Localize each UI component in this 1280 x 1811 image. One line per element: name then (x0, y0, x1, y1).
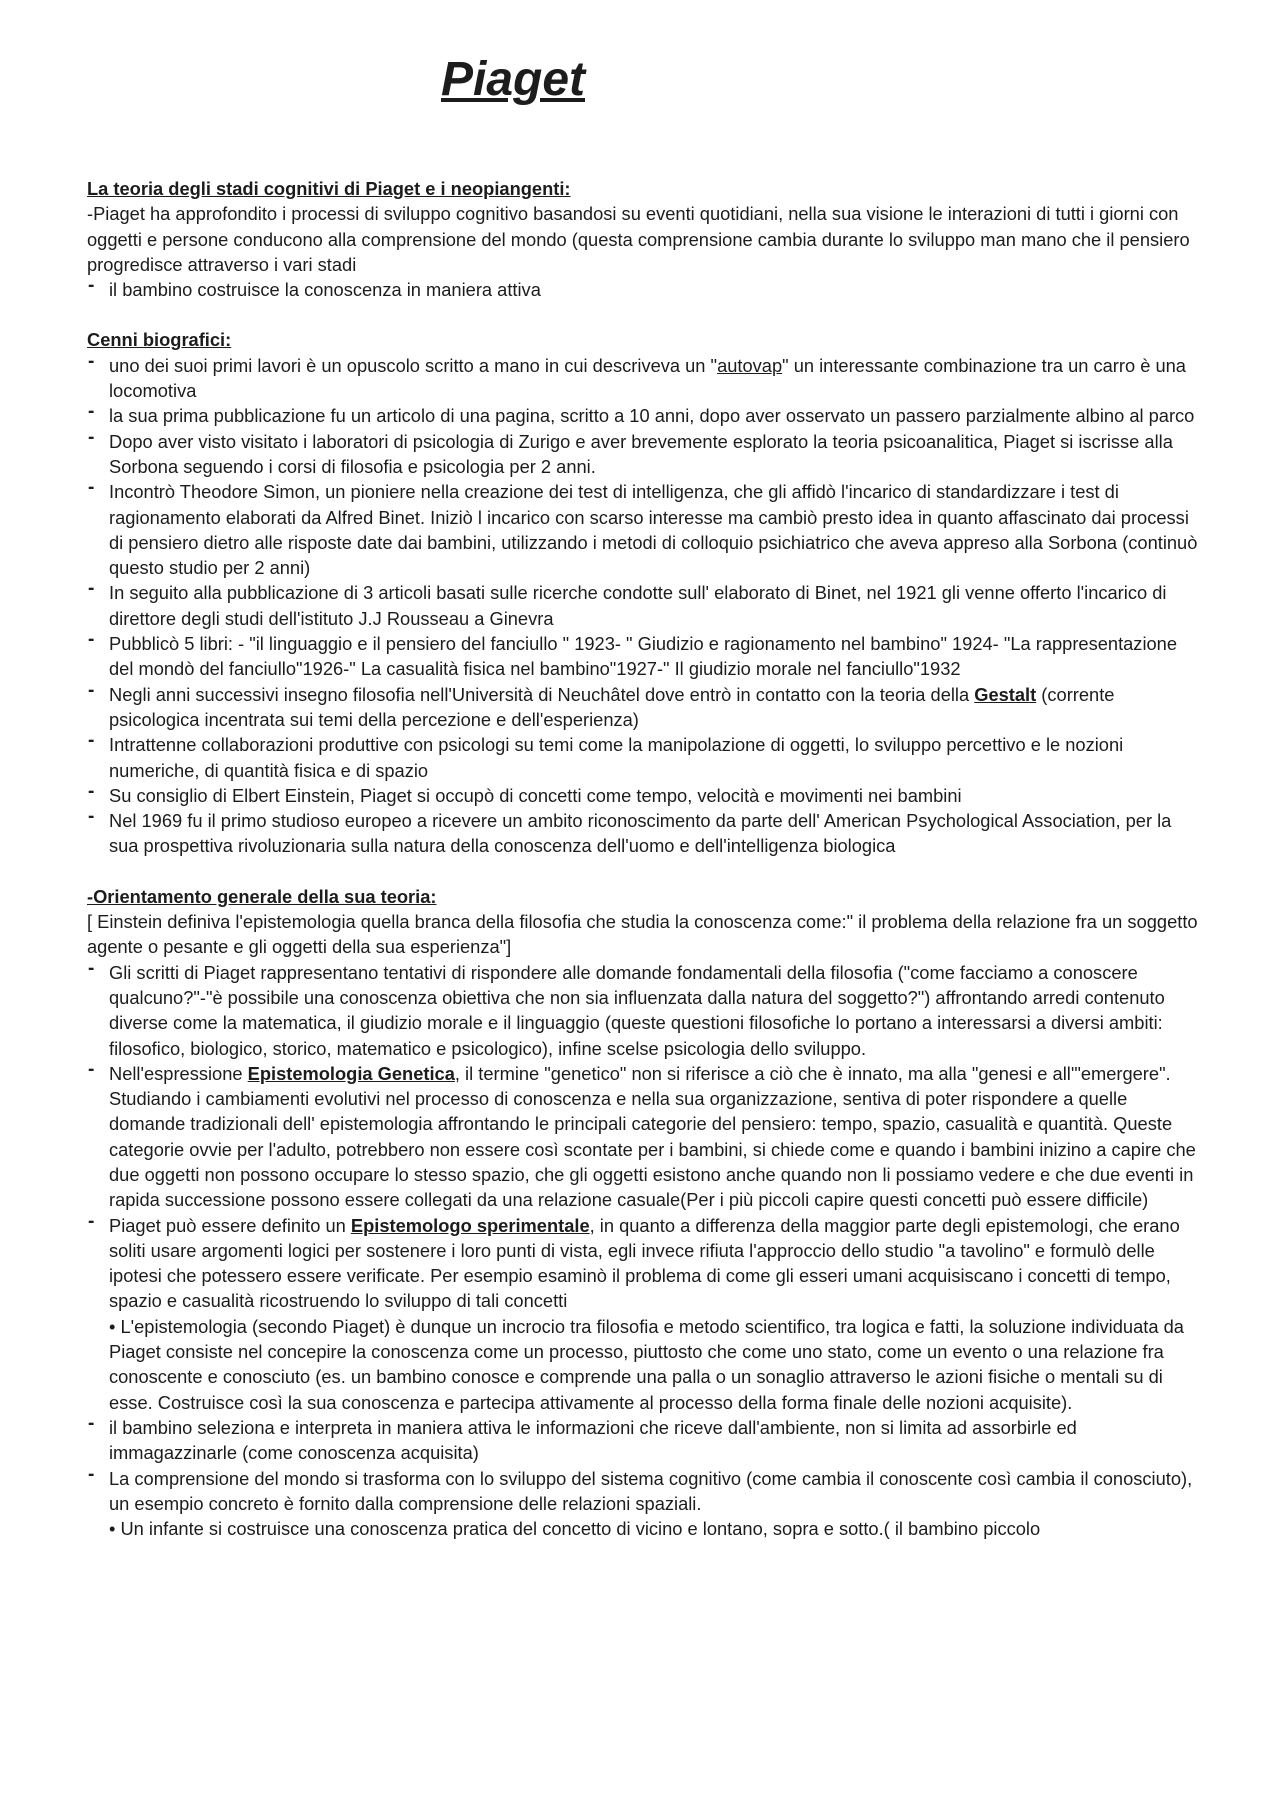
term-epistemologo-sperimentale: Epistemologo sperimentale (350, 1214, 590, 1236)
paragraph-einstein-quote: [ Einstein definiva l'epistemologia quella branca della filosofia che studia la conoscenza come:" il problema della relazione fra un soggetto agente o pesante e gli oggetti della sua esperienza"] (87, 911, 1198, 958)
list-item: - il bambino costruisce la conoscenza in maniera attiva (87, 277, 1199, 302)
sub-bullet: • Un infante si costruisce una conoscenza pratica del concetto di vicino e lontano, sopra e sotto.( il bambino piccolo (109, 1518, 1041, 1540)
list-item: - La comprensione del mondo si trasforma con lo sviluppo del sistema cognitivo (come cambia il conoscente così cambia il conosciuto), un esempio concreto è fornito dalla comprensione delle relazioni spaziali. • Un infante si costruisce una conoscenza pratica del concetto di vicino e lontano, sopra e sotto.( il bambino piccolo (87, 1466, 1199, 1542)
list-item: - Dopo aver visto visitato i laboratori di psicologia di Zurigo e aver brevemente esplorato la teoria psicoanalitica, Piaget si iscrisse alla Sorbona seguendo i corsi di filosofia e psicologia per 2 anni. (87, 429, 1199, 480)
list-item: - Intrattenne collaborazioni produttive con psicologi su temi come la manipolazione di oggetti, lo sviluppo percettivo e le nozioni numeriche, di quantità fisica e di spazio (87, 732, 1199, 783)
page-title: Piaget (440, 53, 586, 106)
term-gestalt: Gestalt (974, 683, 1037, 705)
list-item: - la sua prima pubblicazione fu un articolo di una pagina, scritto a 10 anni, dopo aver osservato un passero parzialmente albino al parco (87, 403, 1199, 428)
list-item: - Gli scritti di Piaget rappresentano tentativi di rispondere alle domande fondamentali della filosofia ("come facciamo a conoscere qualcuno?"-"è possibile una conoscenza obiettiva che non sia influenzata dalla natura del soggetto?") affrontando arredi contenuto diverse come la matematica, il giudizio morale e il linguaggio (queste questioni filosofiche lo portano a interessarsi a diversi ambiti: filosofico, biologico, storico, matematico e psicologico), infine scelse psicologia dello sviluppo. (87, 960, 1199, 1061)
list-cognitive-stages (87, 277, 1199, 302)
list-item: - Nel 1969 fu il primo studioso europeo a ricevere un ambito riconoscimento da parte dell' American Psychological Association, per la sua prospettiva rivoluzionaria sulla natura della conoscenza dell'uomo e dell'intelligenza biologica (87, 808, 1199, 859)
list-item: - Negli anni successivi insegno filosofia nell'Università di Neuchâtel dove entrò in contatto con la teoria della Gestalt (corrente psicologica incentrata sui temi della percezione e dell'esperienza) (87, 682, 1199, 733)
paragraph-intro: -Piaget ha approfondito i processi di sviluppo cognitivo basandosi su eventi quotidiani, nella sua visione le interazioni di tutti i giorni con oggetti e persone conducono alla comprensione del mondo (questa comprensione cambia durante lo sviluppo man mano che il pensiero progredisce attraverso i vari stadi (87, 203, 1190, 275)
list-general-orientation (87, 960, 1199, 1542)
list-item: - uno dei suoi primi lavori è un opuscolo scritto a mano in cui descriveva un "autovap" un interessante combinazione tra un carro è una locomotiva (87, 353, 1199, 404)
term-epistemologia-genetica: Epistemologia Genetica (247, 1062, 455, 1084)
section-heading-cognitive-stages: La teoria degli stadi cognitivi di Piaget e i neopiangenti: (87, 178, 571, 199)
list-item: - Pubblicò 5 libri: - "il linguaggio e il pensiero del fanciullo " 1923- " Giudizio e ragionamento nel bambino" 1924- "La rappresentazione del mondò del fanciullo"1926-" La casualità fisica nel bambino"1927-" Il giudizio morale nel fanciullo"1932 (87, 631, 1199, 682)
list-item: - In seguito alla pubblicazione di 3 articoli basati sulle ricerche condotte sull' elaborato di Binet, nel 1921 gli venne offerto l'incarico di direttore degli studi dell'istituto J.J Rousseau a Ginevra (87, 580, 1199, 631)
list-item: - Su consiglio di Elbert Einstein, Piaget si occupò di concetti come tempo, velocità e movimenti nei bambini (87, 783, 1199, 808)
document-page (87, 50, 1199, 1541)
list-biography (87, 353, 1199, 859)
list-item: - il bambino seleziona e interpreta in maniera attiva le informazioni che riceve dall'ambiente, non si limita ad assorbirle ed immagazzinarle (come conoscenza acquisita) (87, 1415, 1199, 1466)
list-item: - Nell'espressione Epistemologia Genetica, il termine "genetico" non si riferisce a ciò che è innato, ma alla "genesi e all'"emergere". Studiando i cambiamenti evolutivi nel processo di conoscenza e nella sua organizzazione, sentiva di poter rispondere a quelle domande tradizionali dell' epistemologia affrontando le principali categorie del pensiero: tempo, spazio, casualità e quantità. Queste categorie ovvie per l'adulto, potrebbero non essere così scontate per i bambini, si chiede come e quando i bambini inizino a capire che due oggetti non possono occupare lo stesso spazio, che gli oggetti esistono anche quando non li possiamo vedere e che due eventi in rapida successione possono essere collegati da una relazione casuale(Per i più piccoli capire questi concetti può essere difficile) (87, 1061, 1199, 1213)
section-heading-biography: Cenni biografici: (87, 329, 232, 351)
list-item: - Piaget può essere definito un Epistemologo sperimentale, in quanto a differenza della maggior parte degli epistemologi, che erano soliti usare argomenti logici per sostenere i loro punti di vista, egli invece rifiuta l'approccio dello studio "a tavolino" e formulò delle ipotesi che potessero essere verificate. Per esempio esaminò il problema di come gli esseri umani acquisiscano i concetti di tempo, spazio e casualità ricostruendo lo sviluppo di tali concetti • L'epistemologia (secondo Piaget) è dunque un incrocio tra filosofia e metodo scientifico, tra logica e fatti, la soluzione individuata da Piaget consiste nel concepire la conoscenza come un processo, piuttosto che come uno stato, come un evento o una relazione fra conoscente e conosciuto (es. un bambino conosce e comprende una palla o un sonaglio attraverso le azioni fisiche o mentali su di esse. Costruisce così la sua conoscenza e partecipa attivamente al processo della forma finale delle nozioni acquisite). (87, 1213, 1199, 1415)
section-heading-general-orientation: -Orientamento generale della sua teoria: (87, 885, 437, 907)
autovap-link[interactable]: autovap (717, 354, 783, 376)
sub-bullet: • L'epistemologia (secondo Piaget) è dunque un incrocio tra filosofia e metodo scientifico, tra logica e fatti, la soluzione individuata da Piaget consiste nel concepire la conoscenza come un processo, piuttosto che come uno stato, come un evento o una relazione fra conoscente e conosciuto (es. un bambino conosce e comprende una palla o un sonaglio attraverso le azioni fisiche o mentali su di esse. Costruisce così la sua conoscenza e partecipa attivamente al processo della forma finale delle nozioni acquisite). (109, 1315, 1184, 1413)
list-item: - Incontrò Theodore Simon, un pioniere nella creazione dei test di intelligenza, che gli affidò l'incarico di standardizzare i test di ragionamento elaborati da Alfred Binet. Iniziò l incarico con scarso interesse ma cambiò presto idea in quanto affascinato dai processi di pensiero dietro alle risposte date dai bambini, utilizzando i metodi di colloquio psichiatrico che aveva appreso alla Sorbona (continuò questo studio per 2 anni) (87, 479, 1199, 580)
